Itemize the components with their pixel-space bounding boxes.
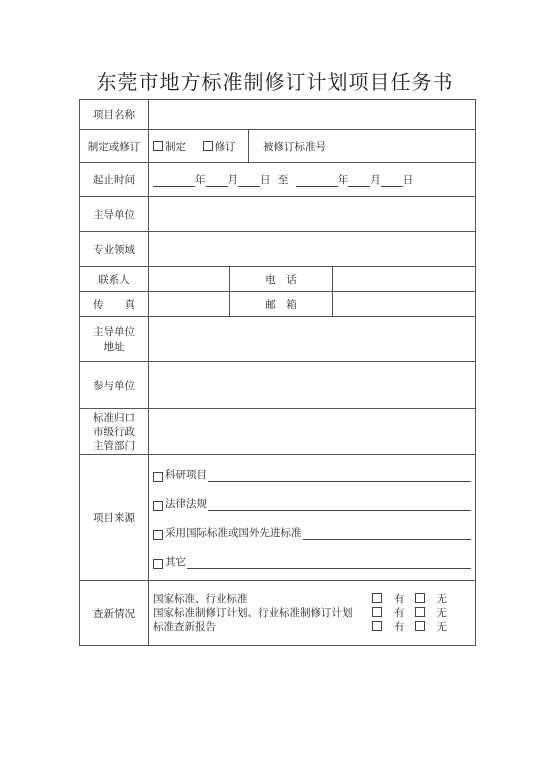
label-email: 邮 箱: [230, 292, 333, 317]
label-fax: 传 真: [80, 292, 149, 317]
input-email[interactable]: [333, 292, 476, 317]
input-fax[interactable]: [149, 292, 230, 317]
source-option-law: [153, 496, 471, 511]
input-lead-address[interactable]: [149, 317, 476, 362]
source-blank-intl[interactable]: [303, 528, 472, 540]
yes-label: 有: [394, 607, 405, 619]
type-options: [149, 130, 249, 163]
label-participants: 参与单位: [80, 362, 149, 409]
row-field: [80, 232, 476, 267]
checkbox-no[interactable]: [415, 593, 425, 603]
source-option-research: [153, 467, 471, 482]
source-blank-law[interactable]: [208, 499, 471, 511]
task-form-table: [79, 99, 476, 646]
input-participants[interactable]: [149, 362, 476, 409]
label-dept-line2: 市级行政: [93, 425, 135, 438]
option-establish: 制定: [165, 140, 186, 153]
end-month-blank[interactable]: [348, 175, 370, 187]
search-items: [149, 581, 476, 646]
start-day-blank[interactable]: [238, 175, 260, 187]
row-period: [80, 163, 476, 197]
no-label: 无: [436, 593, 448, 605]
checkbox-law[interactable]: [153, 501, 163, 511]
label-field: 专业领域: [80, 232, 149, 267]
label-dept-line3: 主管部门: [93, 439, 135, 452]
input-dept[interactable]: [149, 409, 476, 455]
option-revise: 修订: [214, 140, 236, 153]
source-option-other: [153, 554, 471, 569]
source-options: [149, 455, 476, 581]
row-project-name: [80, 100, 476, 130]
yes-label: 有: [394, 593, 405, 605]
source-blank-other[interactable]: [187, 557, 471, 569]
row-fax: [80, 292, 476, 317]
source-option-intl: [153, 525, 471, 540]
search-item-label: 国家标准制修订计划、行业标准制修订计划: [153, 607, 353, 619]
checkbox-establish[interactable]: [153, 141, 163, 151]
yes-label: 有: [394, 621, 405, 633]
label-source: 项目来源: [80, 455, 149, 581]
no-label: 无: [436, 621, 448, 633]
checkbox-no[interactable]: [415, 621, 425, 631]
row-source: [80, 455, 476, 581]
input-lead-unit[interactable]: [149, 197, 476, 232]
no-label: 无: [436, 607, 448, 619]
search-item: [153, 592, 471, 606]
label-lead-address-line1: 主导单位: [93, 326, 135, 338]
input-field[interactable]: [149, 232, 476, 267]
start-month-blank[interactable]: [206, 175, 228, 187]
checkbox-yes[interactable]: [372, 607, 382, 617]
label-dept: [80, 409, 149, 455]
source-label-other: 其它: [165, 555, 186, 568]
row-lead-address: [80, 317, 476, 362]
row-participants: [80, 362, 476, 409]
search-item-label: 标准查新报告: [153, 621, 216, 633]
checkbox-yes[interactable]: [372, 621, 382, 631]
checkbox-no[interactable]: [415, 607, 425, 617]
input-phone[interactable]: [333, 267, 476, 292]
unit-day: 日: [260, 174, 271, 186]
end-year-blank[interactable]: [296, 175, 338, 187]
source-label-law: 法律法规: [165, 497, 207, 510]
label-lead-address-line2: 地址: [103, 341, 125, 353]
start-year-blank[interactable]: [153, 175, 195, 187]
checkbox-intl[interactable]: [153, 530, 163, 540]
unit-year: 年: [195, 174, 206, 186]
label-search: 查新情况: [80, 581, 149, 646]
row-lead-unit: [80, 197, 476, 232]
label-lead-address: [80, 317, 149, 362]
source-label-intl: 采用国际标准或国外先进标准: [165, 526, 302, 539]
checkbox-research[interactable]: [153, 472, 163, 482]
input-contact[interactable]: [149, 267, 230, 292]
search-item: [153, 606, 471, 620]
checkbox-other[interactable]: [153, 559, 163, 569]
label-project-name: 项目名称: [80, 100, 149, 130]
unit-year: 年: [337, 174, 349, 186]
label-lead-unit: 主导单位: [80, 197, 149, 232]
input-project-name[interactable]: [149, 100, 476, 130]
row-dept: [80, 409, 476, 455]
label-revised-std: 被修订标准号: [249, 130, 476, 163]
page-title: 东莞市地方标准制修订计划项目任务书: [96, 70, 454, 94]
period-fields[interactable]: [149, 163, 476, 197]
row-contact: [80, 267, 476, 292]
label-type: 制定或修订: [80, 130, 149, 163]
label-contact: 联系人: [80, 267, 149, 292]
row-type: [80, 130, 476, 163]
label-dept-line1: 标准归口: [93, 411, 135, 424]
end-day-blank[interactable]: [381, 175, 403, 187]
unit-month: 月: [227, 174, 238, 186]
label-period: 起止时间: [80, 163, 149, 197]
checkbox-yes[interactable]: [372, 593, 382, 603]
search-item-label: 国家标准、行业标准: [153, 593, 248, 605]
source-label-research: 科研项目: [165, 468, 207, 481]
source-blank-research[interactable]: [208, 470, 471, 482]
label-to: 至: [277, 174, 289, 186]
search-item: [153, 620, 471, 634]
unit-day: 日: [402, 174, 414, 186]
row-search: [80, 581, 476, 646]
label-phone: 电 话: [230, 267, 333, 292]
unit-month: 月: [370, 174, 381, 186]
checkbox-revise[interactable]: [203, 141, 213, 151]
